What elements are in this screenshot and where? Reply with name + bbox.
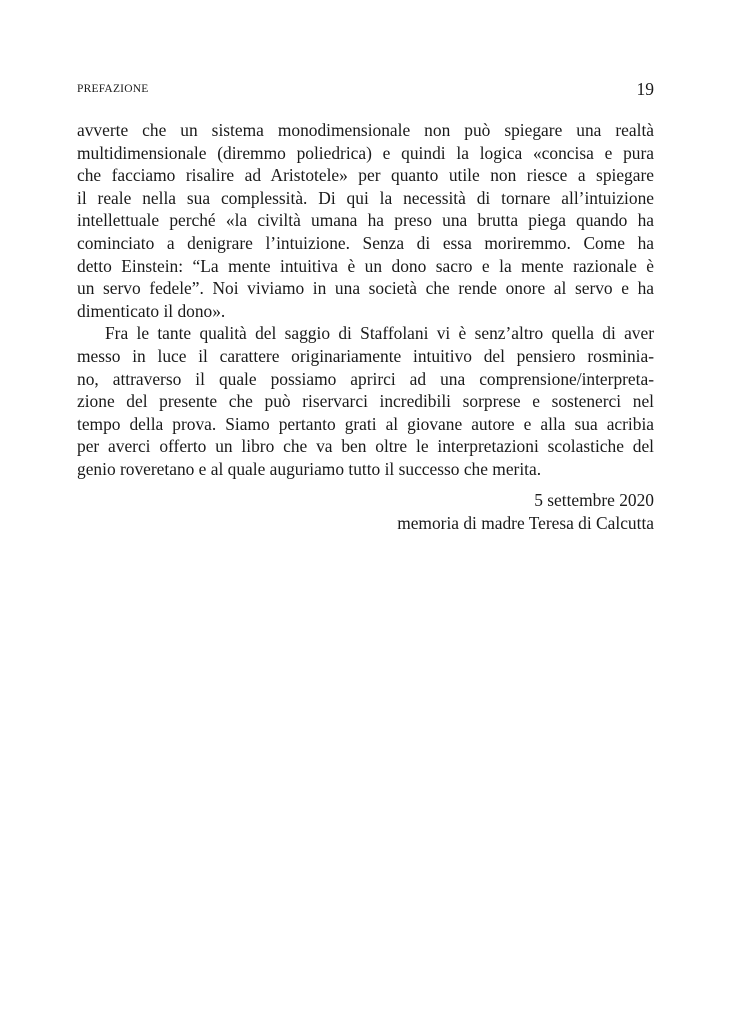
page-number: 19 <box>636 79 654 99</box>
text-line: avverte che un sistema monodimensionale non può spiegare una realtà <box>77 120 654 140</box>
text-line: genio roveretano e al quale auguriamo tutto il successo che merita. <box>77 458 542 479</box>
text-line: un servo fedele”. Noi viviamo in una società che rende onore al servo e ha <box>77 278 654 299</box>
text-line: multidimensionale (diremmo poliedrica) e quindi la logica «concisa e pura <box>77 142 654 163</box>
signature-block <box>397 489 654 534</box>
text-line: tempo della prova. Siamo pertanto grati al giovane autore e alla sua acribia <box>77 413 654 434</box>
text-line: intellettuale perché «la civiltà umana ha preso una brutta piega quando ha <box>77 210 654 231</box>
text-line: che facciamo risalire ad Aristotele» per quanto utile non riesce a spiegare <box>77 165 654 186</box>
paragraph <box>77 322 654 480</box>
section-title: PREFAZIONE <box>77 83 149 95</box>
text-line: Fra le tante qualità del saggio di Staffolani vi è senz’altro quella di aver <box>105 323 654 344</box>
text-line: cominciato a denigrare l’intuizione. Senza di essa moriremmo. Come ha <box>77 232 654 253</box>
signature-date: 5 settembre 2020 <box>534 490 654 510</box>
text-line: zione del presente che può riservarci incredibili sorprese e sostenerci nel <box>77 391 654 412</box>
text-line: per averci offerto un libro che va ben oltre le interpretazioni scolastiche del <box>77 436 654 457</box>
text-line: messo in luce il carattere originariamente intuitivo del pensiero rosminia- <box>77 345 654 366</box>
running-header <box>77 80 654 100</box>
paragraph <box>77 119 654 322</box>
text-line: no, attraverso il quale possiamo aprirci ad una comprensione/interpreta- <box>77 368 654 389</box>
text-line: detto Einstein: “La mente intuitiva è un dono sacro e la mente razionale è <box>77 255 654 276</box>
body-text <box>77 119 654 481</box>
text-line: il reale nella sua complessità. Di qui la necessità di tornare all’intuizione <box>77 187 654 208</box>
signature-note: memoria di madre Teresa di Calcutta <box>397 512 654 533</box>
text-line: dimenticato il dono». <box>77 300 226 321</box>
